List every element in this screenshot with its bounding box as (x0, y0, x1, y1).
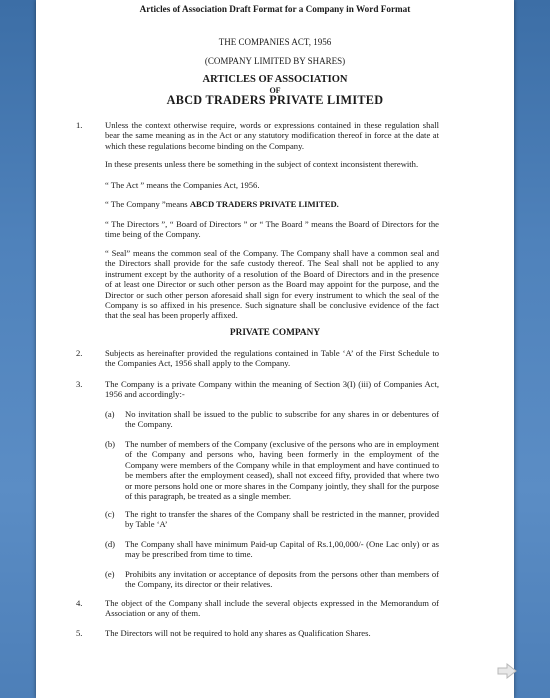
company-definition-text: “ The Company ”means (105, 199, 190, 209)
subitem-d-text: The Company shall have minimum Paid-up Capital of Rs.1,00,000/- (One Lac only) or as may be prescribed from time to time. (125, 539, 439, 560)
subitem-b-label: (b) (105, 439, 116, 449)
subitem-b-text: The number of members of the Company (exclusive of the persons who are in employment of the Company and persons who, having been formerly in the employment of the Company were members of the Company while in that employment and have continued to be members after the employment ceased), shall not exceed fifty, provided that where two or more persons hold one or more shares in the Company jointly, they shall for the purpose of this paragraph, be treated as a single member. (125, 439, 439, 502)
item-5-text: The Directors will not be required to hold any shares as Qualification Shares. (105, 628, 371, 638)
subitem-e-text: Prohibits any invitation or acceptance of deposits from the persons other than members of the Company, its director or their relatives. (125, 569, 439, 590)
item-4-text: The object of the Company shall include the several objects expressed in the Memorandum of Association or any of them. (105, 598, 439, 619)
directors-definition: “ The Directors ”, “ Board of Directors ” or “ The Board ” means the Board of Directors for the time being of the Company. (105, 219, 439, 240)
private-company-heading: PRIVATE COMPANY (229, 328, 321, 338)
articles-title: ARTICLES OF ASSOCIATION (202, 74, 348, 85)
articles-of: OF (269, 86, 281, 95)
company-definition-name: ABCD TRADERS PRIVATE LIMITED. (189, 199, 339, 209)
subitem-c-text: The right to transfer the shares of the Company shall be restricted in the manner, provided by Table ‘A’ (125, 509, 439, 530)
item-3-text: The Company is a private Company within the meaning of Section 3(I) (iii) of Companies Act, 1956 and accordingly:- (105, 379, 439, 400)
subitem-c-label: (c) (105, 509, 115, 519)
item-2-number: 2. (76, 348, 83, 358)
presents-paragraph: In these presents unless there be something in the subject of context inconsistent therewith. (105, 159, 419, 169)
subitem-a-label: (a) (105, 409, 115, 419)
item-5-number: 5. (76, 628, 83, 638)
act-definition: “ The Act ” means the Companies Act, 1956. (105, 180, 260, 190)
seal-definition: “ Seal” means the common seal of the Company. The Company shall have a common seal and the Directors shall provide for the safe custody thereof. The Seal shall not be applied to any instrument except by the authority of a resolution of the Board of Directors and in the presence of at least one Director or such other person as the Board may appoint for the purpose, and the Director or such other person aforesaid shall sign for every instrument to which the seal of the Company is so affixed in his presence. Such signature shall be conclusive evidence of the fact that the seal has been properly affixed. (105, 248, 439, 321)
company-definition (105, 199, 439, 209)
act-title: THE COMPANIES ACT, 1956 (218, 37, 332, 47)
item-4-number: 4. (76, 598, 83, 608)
item-2-text: Subjects as hereinafter provided the regulations contained in Table ‘A’ of the First Schedule to the Companies Act, 1956 shall apply to the Company. (105, 348, 439, 369)
subitem-e-label: (e) (105, 569, 115, 579)
company-type: (COMPANY LIMITED BY SHARES) (204, 56, 346, 66)
item-3-number: 3. (76, 379, 83, 389)
document-page (36, 0, 514, 698)
document-header: Articles of Association Draft Format for a Company in Word Format (139, 4, 411, 14)
item-1-text: Unless the context otherwise require, words or expressions contained in these regulation shall bear the same meaning as in the Act or any statutory modification thereof in force at the date at which these regulations become binding on the Company. (105, 120, 439, 151)
item-1-number: 1. (76, 120, 83, 130)
subitem-d-label: (d) (105, 539, 116, 549)
company-name: ABCD TRADERS PRIVATE LIMITED (166, 93, 384, 107)
subitem-a-text: No invitation shall be issued to the public to subscribe for any shares in or debentures of the Company. (125, 409, 439, 430)
next-arrow-icon[interactable] (496, 662, 518, 680)
